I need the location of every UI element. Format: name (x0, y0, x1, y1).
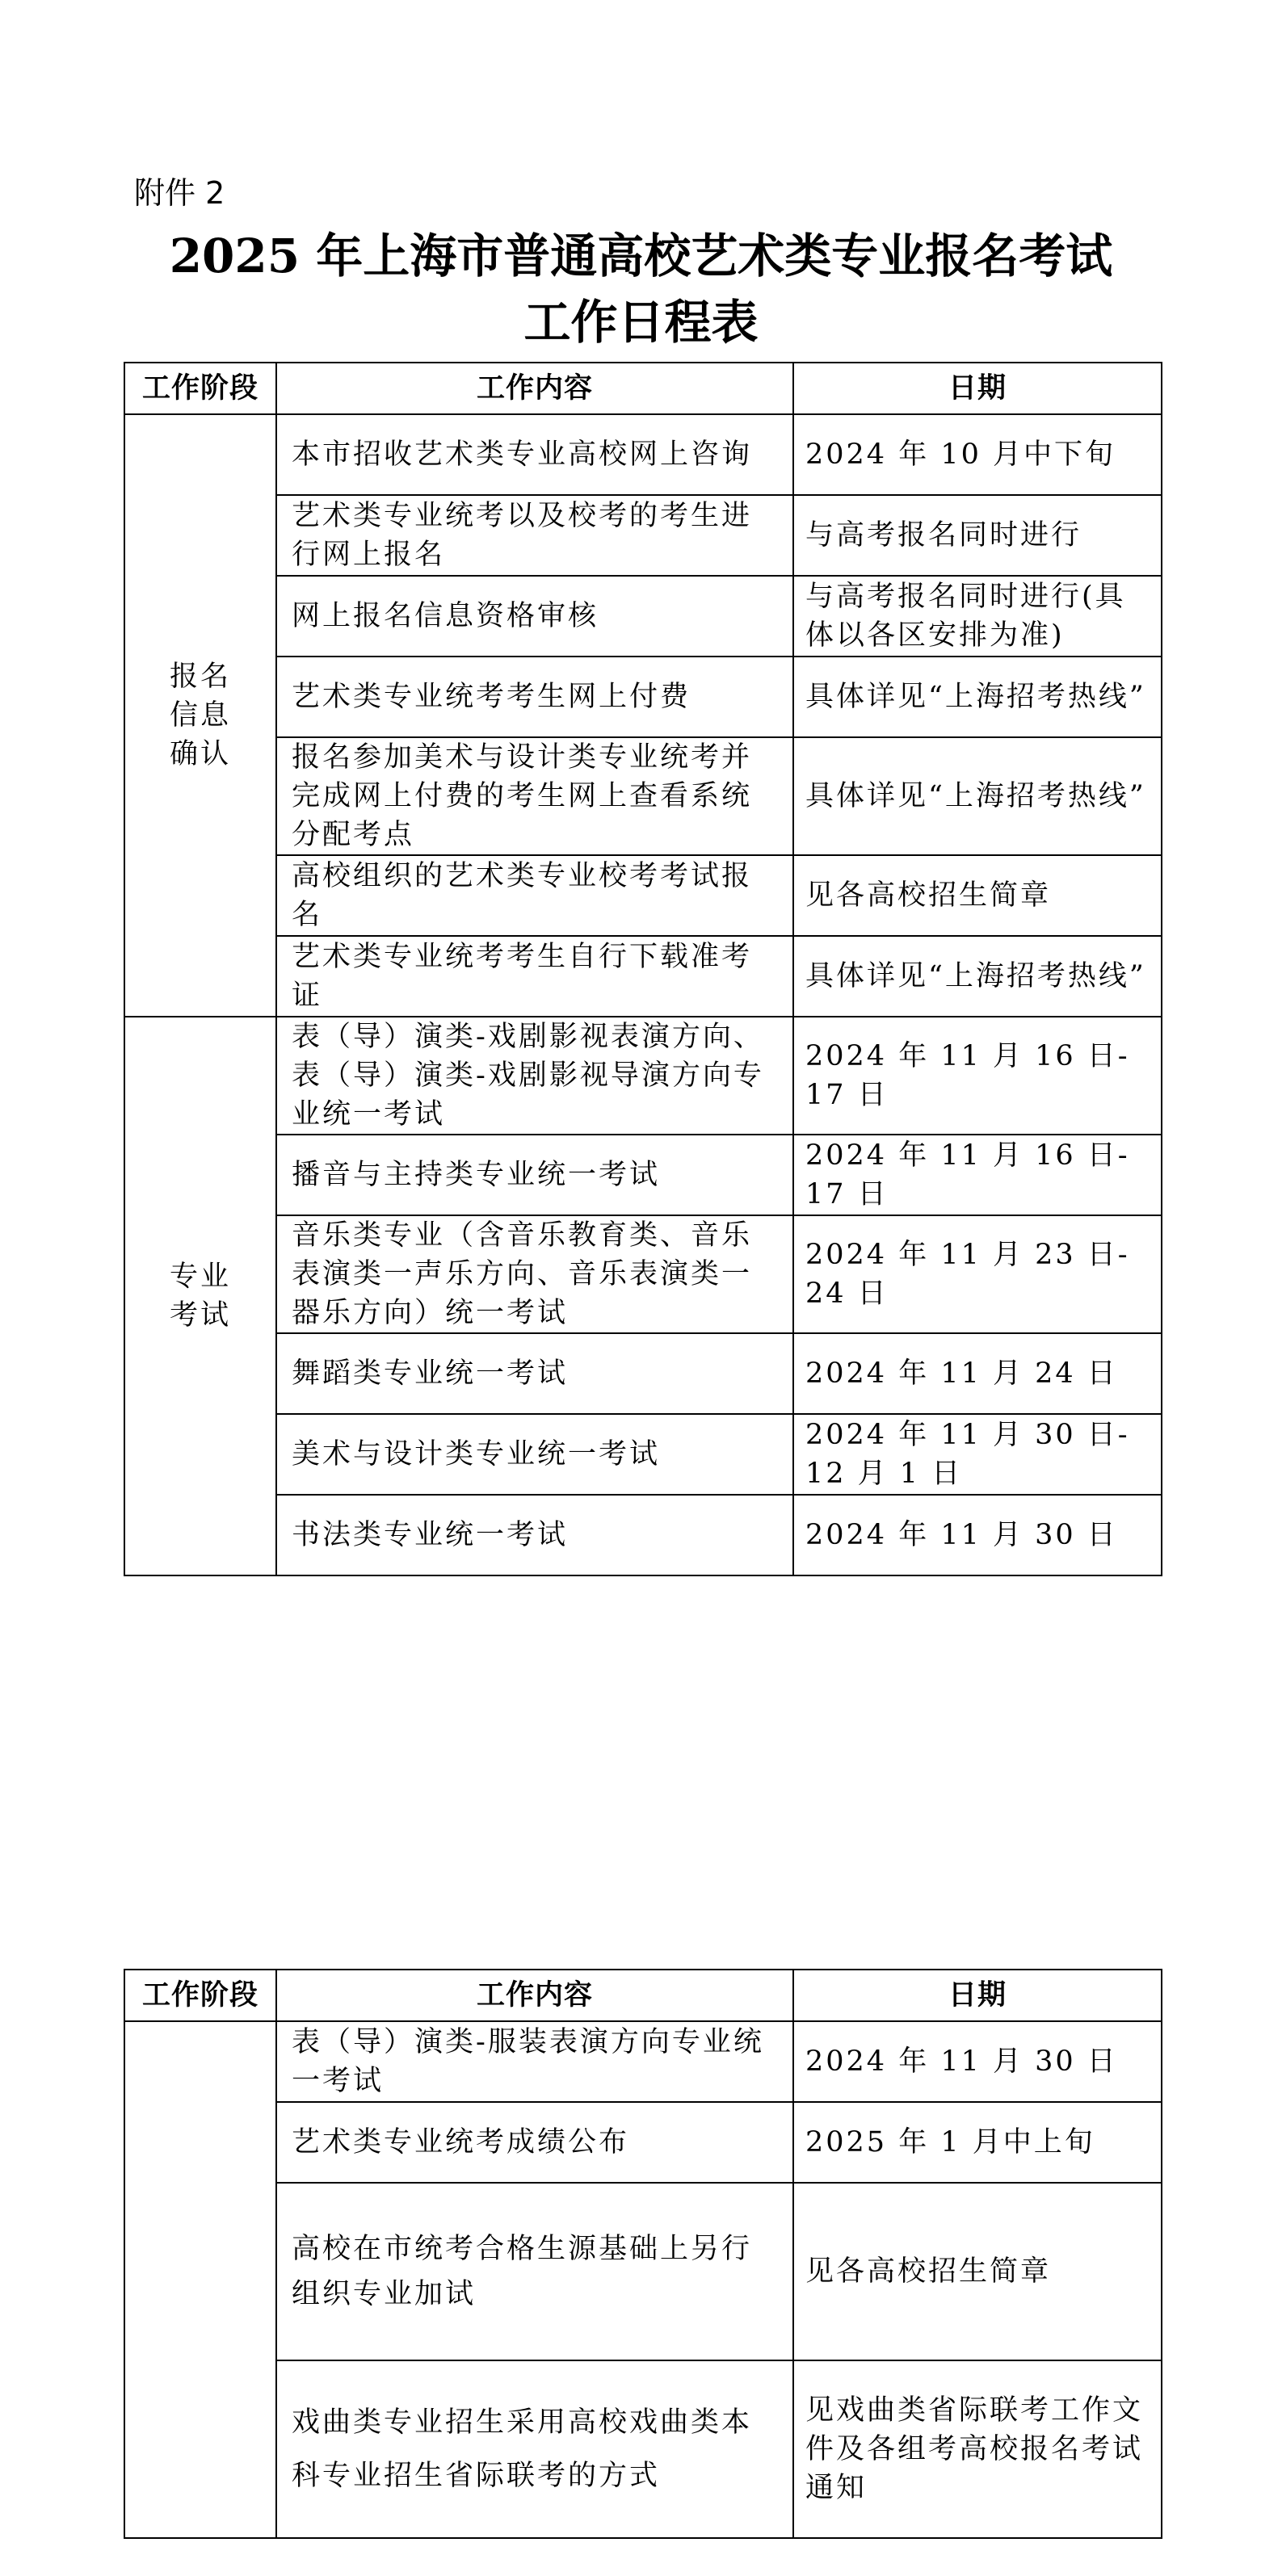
row-content: 艺术类专业统考成绩公布 (276, 2102, 793, 2183)
stage-line: 考试 (169, 1299, 231, 1332)
schedule-table-page1 (124, 362, 1162, 1576)
header-date: 日期 (793, 363, 1162, 414)
stage-line: 信息 (169, 699, 231, 732)
row-date: 与高考报名同时进行(具体以各区安排为准) (793, 576, 1162, 657)
row-content: 高校组织的艺术类专业校考考试报名 (276, 855, 793, 936)
row-date: 与高考报名同时进行 (793, 495, 1162, 576)
row-content: 音乐类专业（含音乐教育类、音乐表演类一声乐方向、音乐表演类一器乐方向）统一考试 (276, 1215, 793, 1333)
header-content: 工作内容 (276, 1970, 793, 2021)
stage-line: 报名 (169, 661, 231, 693)
row-date: 见戏曲类省际联考工作文件及各组考高校报名考试通知 (793, 2360, 1162, 2538)
row-date: 2024 年 11 月 30 日 (793, 1495, 1162, 1575)
table-row (124, 737, 1162, 855)
table-row (124, 2102, 1162, 2183)
row-content: 报名参加美术与设计类专业统考并完成网上付费的考生网上查看系统分配考点 (276, 737, 793, 855)
table-row (124, 2360, 1162, 2538)
table-row (124, 1333, 1162, 1414)
row-content: 表（导）演类-服装表演方向专业统一考试 (276, 2021, 793, 2102)
row-content: 网上报名信息资格审核 (276, 576, 793, 657)
schedule-table-page2 (124, 1969, 1162, 2539)
row-content: 播音与主持类专业统一考试 (276, 1135, 793, 1215)
header-stage: 工作阶段 (124, 363, 276, 414)
row-date: 具体详见“上海招考热线” (793, 737, 1162, 855)
table-row (124, 2183, 1162, 2360)
row-date: 2024 年 11 月 16 日-17 日 (793, 1017, 1162, 1135)
row-content: 戏曲类专业招生采用高校戏曲类本科专业招生省际联考的方式 (276, 2360, 793, 2538)
row-date: 2024 年 10 月中下旬 (793, 414, 1162, 495)
table-row (124, 657, 1162, 737)
row-date: 2024 年 11 月 24 日 (793, 1333, 1162, 1414)
row-date: 见各高校招生简章 (793, 855, 1162, 936)
document-subtitle: 工作日程表 (523, 295, 759, 350)
row-date: 具体详见“上海招考热线” (793, 657, 1162, 737)
row-content: 高校在市统考合格生源基础上另行组织专业加试 (276, 2183, 793, 2360)
row-content: 舞蹈类专业统一考试 (276, 1333, 793, 1414)
table-row (124, 1215, 1162, 1333)
row-content: 书法类专业统一考试 (276, 1495, 793, 1575)
row-content: 美术与设计类专业统一考试 (276, 1414, 793, 1495)
header-content: 工作内容 (276, 363, 793, 414)
row-content: 艺术类专业统考以及校考的考生进行网上报名 (276, 495, 793, 576)
row-content: 本市招收艺术类专业高校网上咨询 (276, 414, 793, 495)
table-row (124, 1135, 1162, 1215)
row-date: 2025 年 1 月中上旬 (793, 2102, 1162, 2183)
stage-continued (124, 2021, 276, 2538)
stage-exam (124, 1017, 276, 1575)
stage-line: 专业 (169, 1261, 231, 1293)
header-stage: 工作阶段 (124, 1970, 276, 2021)
row-date: 2024 年 11 月 30 日-12 月 1 日 (793, 1414, 1162, 1495)
row-date: 见各高校招生简章 (793, 2183, 1162, 2360)
document-title: 2025 年上海市普通高校艺术类专业报名考试 (169, 229, 1113, 283)
table-row (124, 936, 1162, 1017)
table-row (124, 855, 1162, 936)
stage-line: 确认 (169, 738, 231, 770)
row-content: 表（导）演类-戏剧影视表演方向、表（导）演类-戏剧影视导演方向专业统一考试 (276, 1017, 793, 1135)
table-row (124, 495, 1162, 576)
row-date: 具体详见“上海招考热线” (793, 936, 1162, 1017)
row-content: 艺术类专业统考考生自行下载准考证 (276, 936, 793, 1017)
table-row (124, 1414, 1162, 1495)
row-date: 2024 年 11 月 16 日-17 日 (793, 1135, 1162, 1215)
stage-registration (124, 414, 276, 1017)
table-header-row (124, 363, 1162, 414)
row-content: 艺术类专业统考考生网上付费 (276, 657, 793, 737)
table-header-row (124, 1970, 1162, 2021)
attachment-label: 附件 2 (134, 175, 225, 211)
table-row (124, 576, 1162, 657)
table-row (124, 414, 1162, 495)
table-row (124, 1495, 1162, 1575)
table-row (124, 2021, 1162, 2102)
row-date: 2024 年 11 月 23 日-24 日 (793, 1215, 1162, 1333)
row-date: 2024 年 11 月 30 日 (793, 2021, 1162, 2102)
header-date: 日期 (793, 1970, 1162, 2021)
table-row (124, 1017, 1162, 1135)
